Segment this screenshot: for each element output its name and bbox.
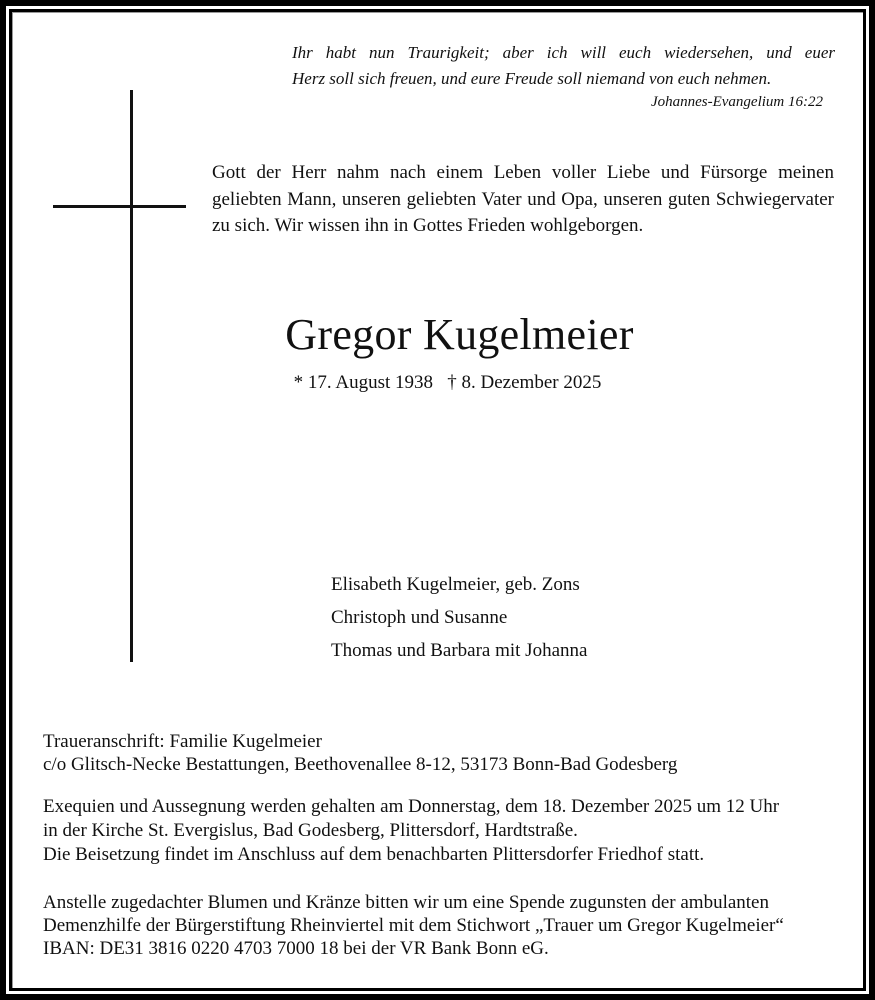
family-member: Thomas und Barbara mit Johanna <box>331 640 588 661</box>
service-line: in der Kirche St. Evergislus, Bad Godesberg, Plittersdorf, Hardtstraße. <box>43 820 578 841</box>
intro-paragraph <box>212 160 834 240</box>
verse-line: Ihr habt nun Traurigkeit; aber ich will euch wiedersehen, und euer <box>292 43 835 62</box>
address-line: c/o Glitsch-Necke Bestattungen, Beethovenallee 8-12, 53173 Bonn-Bad Godesberg <box>43 754 678 775</box>
funeral-service-info <box>43 795 833 867</box>
verse-line: Herz soll sich freuen, und eure Freude soll niemand von euch nehmen. <box>292 69 772 88</box>
family-member: Christoph und Susanne <box>331 607 508 628</box>
intro-text: Gott der Herr nahm nach einem Leben voller Liebe und Fürsorge meinen geliebten Mann, unseren geliebten Vater und Opa, unseren guten Schwiegervater zu sich. Wir wissen ihn in Gottes Frieden wohlgeborgen. <box>212 162 834 236</box>
verse-reference: Johannes-Evangelium 16:22 <box>650 94 823 110</box>
mourning-address <box>43 730 677 776</box>
deceased-name: Gregor Kugelmeier <box>285 310 634 359</box>
bible-verse <box>292 40 835 92</box>
family-list <box>331 568 587 667</box>
donation-line: IBAN: DE31 3816 0220 4703 7000 18 bei der VR Bank Bonn eG. <box>43 938 549 959</box>
family-member: Elisabeth Kugelmeier, geb. Zons <box>331 574 580 595</box>
cross-icon-horizontal <box>53 205 186 208</box>
obituary-page <box>12 12 863 988</box>
deceased-name-block <box>12 309 863 360</box>
service-line: Exequien und Aussegnung werden gehalten am Donnerstag, dem 18. Dezember 2025 um 12 Uhr <box>43 796 780 817</box>
donation-line: Demenzhilfe der Bürgerstiftung Rheinviertel mit dem Stichwort „Trauer um Gregor Kugelmeier“ <box>43 915 784 936</box>
address-line: Traueranschrift: Familie Kugelmeier <box>43 731 322 752</box>
donation-line: Anstelle zugedachter Blumen und Kränze bitten wir um eine Spende zugunsten der ambulanten <box>43 892 769 913</box>
life-dates-block <box>12 372 863 394</box>
service-line: Die Beisetzung findet im Anschluss auf dem benachbarten Plittersdorfer Friedhof statt. <box>43 844 705 865</box>
donation-info <box>43 891 833 960</box>
life-dates: * 17. August 1938 † 8. Dezember 2025 <box>293 372 602 393</box>
